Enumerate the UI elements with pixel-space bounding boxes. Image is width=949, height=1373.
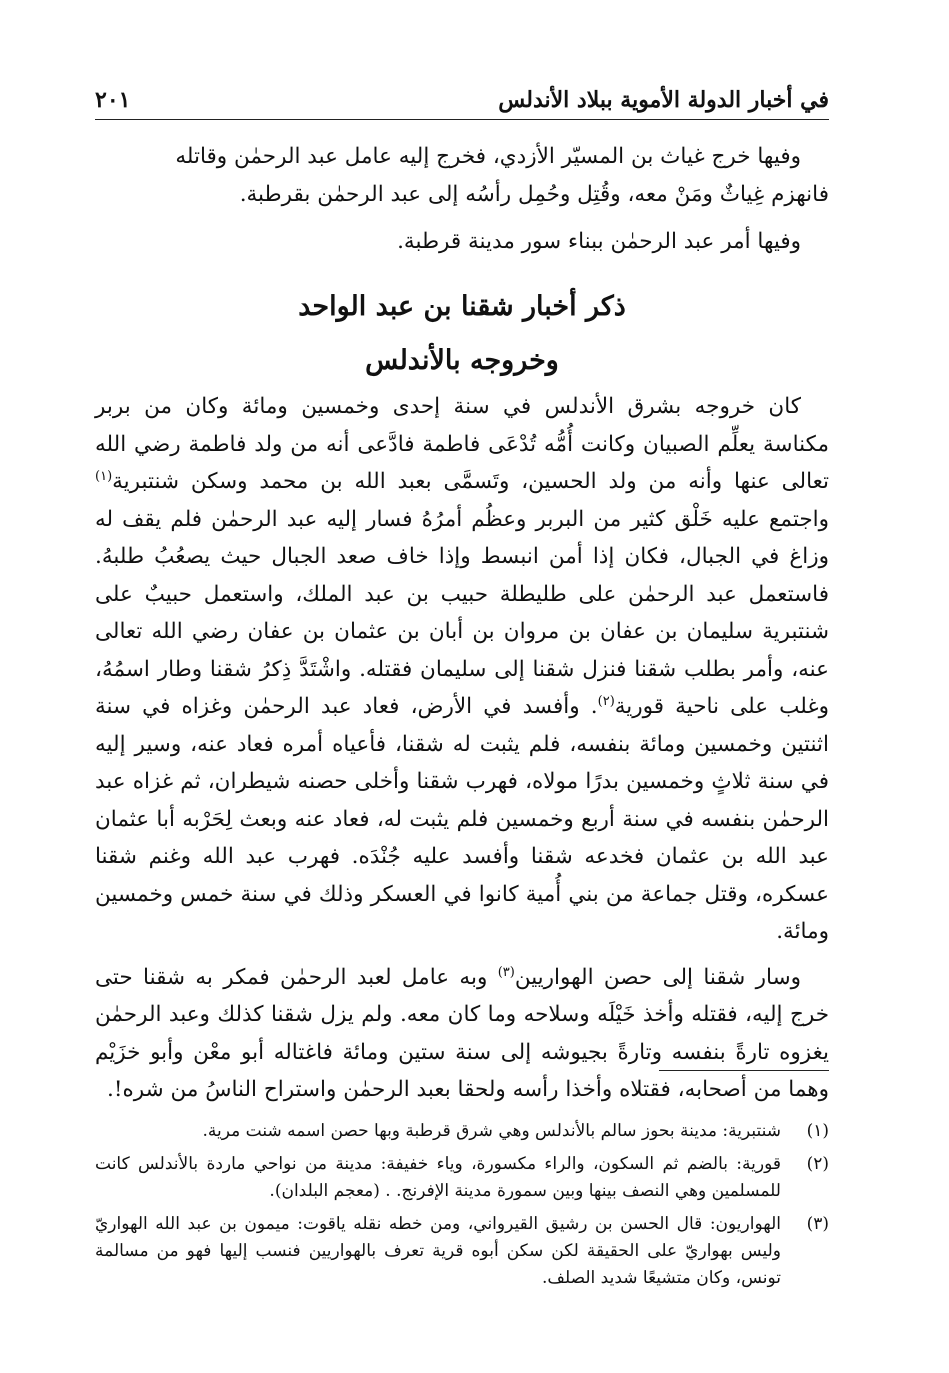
footnote-text: الهواريون: قال الحسن بن رشيق القيرواني، ومن خطه نقله ياقوت: ميمون بن عبد الله الهواريّ وليس بهواريّ على الحقيقة لكن سكن أبوه قرية تعرف بالهواريين فنسب إليها فهو من مسالمة تونس، وكان متشيعًا شديد الصلف.	[95, 1214, 781, 1288]
footnotes	[95, 1118, 829, 1298]
footnote-ref-2[interactable]: (٢)	[597, 693, 615, 709]
footnote-1	[95, 1118, 829, 1145]
body-paragraph-2	[95, 959, 829, 1109]
intro-line-3: وفيها أمر عبد الرحمٰن ببناء سور مدينة قرطبة.	[397, 229, 801, 254]
page-number: ٢٠١	[95, 87, 131, 113]
body-p2-part-b: وبه عامل لعبد الرحمٰن فمكر به شقنا حتى خرج إليه، فقتله وأخذ خَيْلَه وسلاحه وما كان معه. ولم يزل شقنا كذلك وعبد الرحمٰن يغزوه تارةً بنفسه وتارةً بجيوشه إلى سنة ستين ومائة فاغتاله أبو معْن وأبو خزَيْم وهما من أصحابه، فقتلاه وأخذا رأسه ولحقا بعبد الرحمٰن واستراح الناسُ من شره!.	[95, 964, 829, 1102]
page-header	[95, 78, 829, 120]
footnote-ref-3[interactable]: (٣)	[497, 964, 515, 980]
footnote-3	[95, 1211, 829, 1292]
footnote-number: (٣)	[806, 1214, 829, 1234]
body-p1-part-b: واجتمع عليه خَلْق كثير من البربر وعظُم أمرُهُ فسار إليه عبد الرحمٰن فلم يقف له وزاغ في الجبال، فكان إذا أمن انبسط وإذا خاف صعد الجبال حيث يصعُبُ طلبهُ. فاستعمل عبد الرحمٰن على طليطلة حبيب بن عبد الملك، واستعمل حبيبٌ على شنتبرية سليمان بن عفان بن مروان بن أبان بن عثمان بن عفان رضي الله تعالى عنه، وأمر بطلب شقنا فنزل شقنا إلى سليمان فقتله. واشْتَدَّ ذِكرُ شقنا وطار اسمُهُ، وغلب على ناحية قورية	[95, 506, 830, 719]
body-text	[95, 388, 829, 1109]
body-p2-part-a: وسار شقنا إلى حصن الهواريين	[514, 964, 801, 990]
footnote-number: (١)	[806, 1121, 829, 1141]
footnote-number: (٢)	[806, 1154, 829, 1174]
footnote-text: قورية: بالضم ثم السكون، والراء مكسورة، وياء خفيفة: مدينة من نواحي ماردة بالأندلس كانت للمسلمين وهي النصف بينها وبين سمورة مدينة الإفرنج. . (معجم البلدان).	[95, 1154, 781, 1201]
footnote-2	[95, 1151, 829, 1205]
section-heading	[95, 280, 829, 388]
body-p1-part-c: . وأفسد في الأرض، فعاد عبد الرحمٰن وغزاه في سنة اثنتين وخمسين ومائة بنفسه، فلم يثبت له شقنا، فأعياه أمره فعاد عنه، وسير إليه في سنة ثلاثٍ وخمسين بدرًا مولاه، فهرب شقنا وأخلى حصنه شيطران، ثم غزاه عبد الرحمٰن بنفسه في سنة أربع وخمسين فلم يثبت له، فعاد عنه وبعث لِحَرْبه أبا عثمان عبد الله بن عثمان فخدعه شقنا وأفسد عليه جُنْدَه. فهرب عبد الله وغنم شقنا عسكره، وقتل جماعة من بني أُمية كانوا في العسكر وذلك في سنة خمس وخمسين ومائة.	[95, 694, 829, 944]
intro-block	[95, 138, 829, 261]
intro-line-2: فانهزم غِياثٌ ومَنْ معه، وقُتِل وحُمِل رأسُه إلى عبد الرحمٰن بقرطبة.	[239, 181, 829, 207]
section-title-line-2: وخروجه بالأندلس	[365, 345, 559, 376]
section-title-line-1: ذكر أخبار شقنا بن عبد الواحد	[298, 291, 626, 322]
footnote-separator	[659, 1070, 829, 1071]
footnote-ref-1[interactable]: (١)	[95, 468, 113, 484]
intro-line-1: وفيها خرج غياث بن المسيّر الأزدي، فخرج إليه عامل عبد الرحمٰن وقاتله	[175, 144, 801, 169]
body-paragraph-1	[95, 388, 829, 951]
footnote-text: شنتبرية: مدينة بحوز سالم بالأندلس وهي شرق قرطبة وبها حصن اسمه شنت مرية.	[202, 1121, 781, 1141]
body-p1-part-a: كان خروجه بشرق الأندلس في سنة إحدى وخمسين ومائة وكان من بربر مكناسة يعلِّم الصبيان وكانت أُمُّه تُدْعَى فاطمة فادَّعى أنه من ولد فاطمة رضي الله تعالى عنها وأنه من ولد الحسين، وتَسمَّى بعبد الله بن محمد وسكن شنتبرية	[95, 394, 829, 494]
running-title: في أخبار الدولة الأموية ببلاد الأندلس	[498, 87, 829, 113]
